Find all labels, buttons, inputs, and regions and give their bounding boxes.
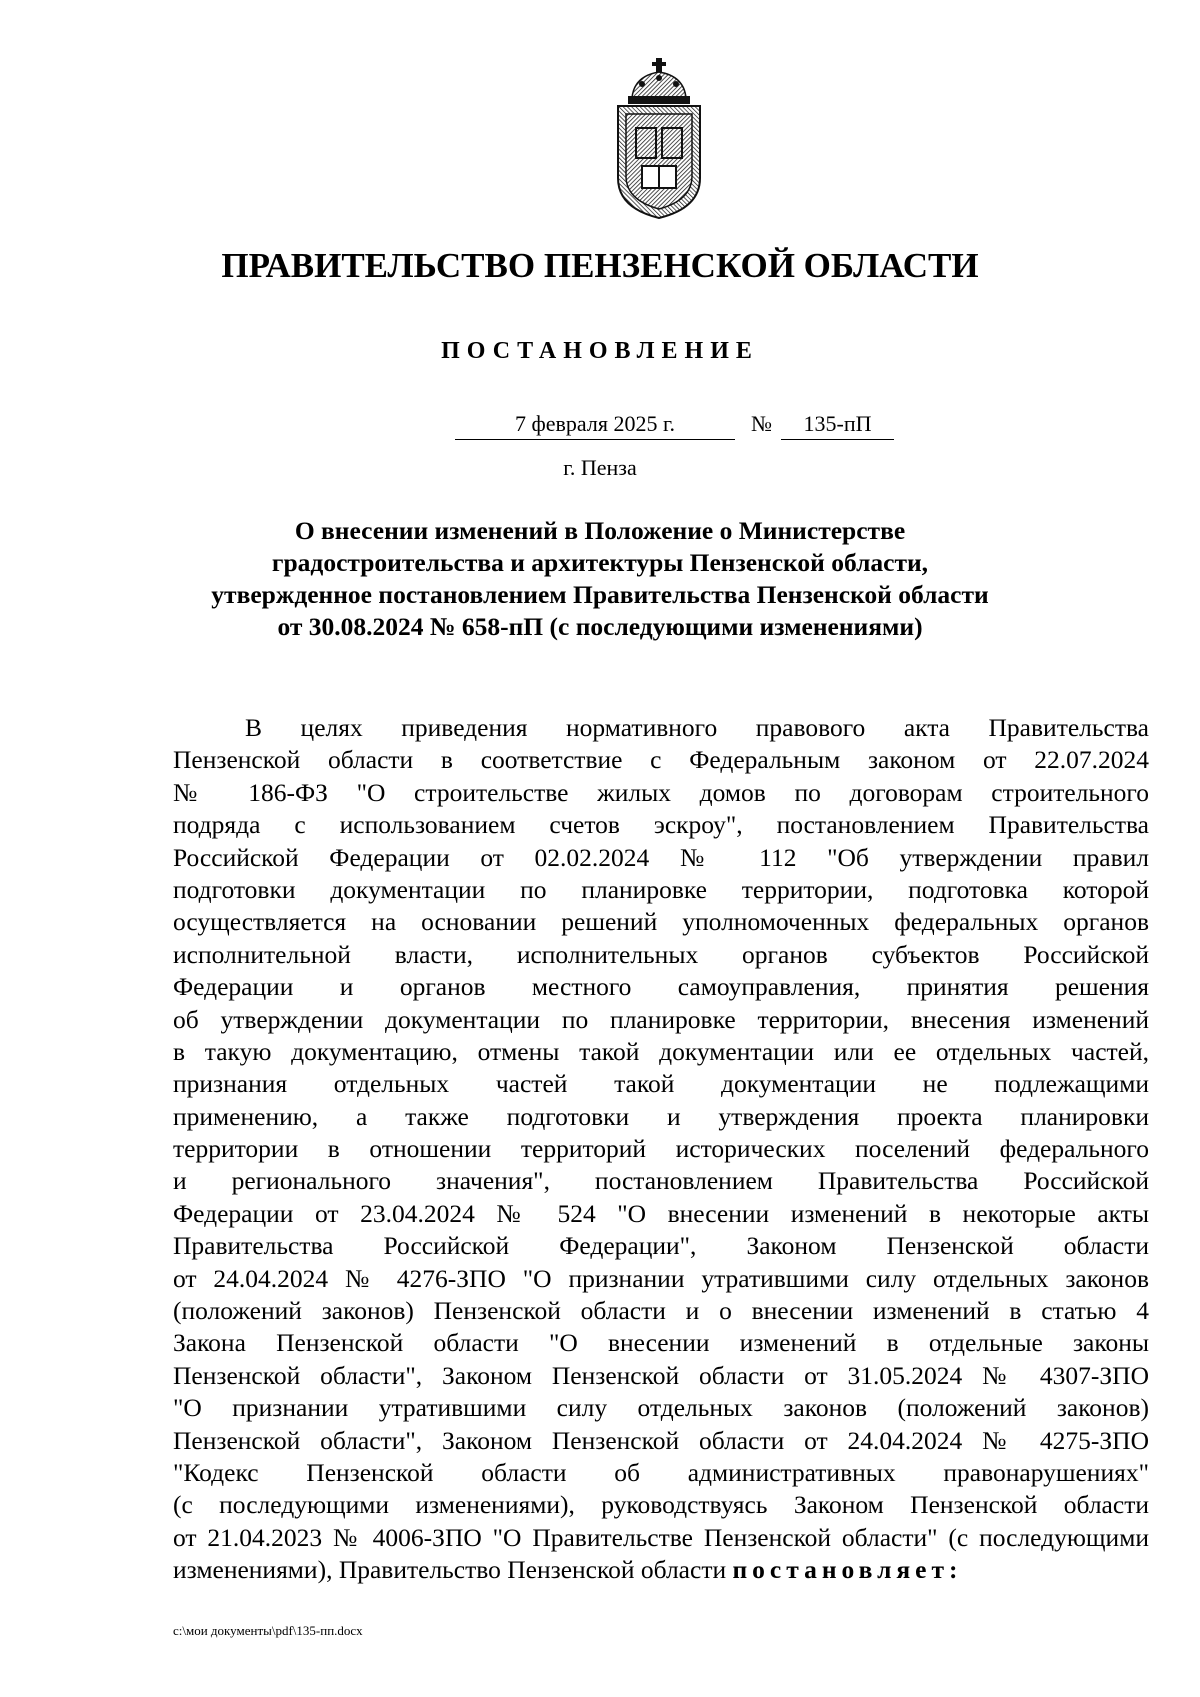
body-line: Федерации от 23.04.2024 № 524 "О внесении изменений в некоторые акты [173,1198,1149,1228]
body-line: Правительства Российской Федерации", Законом Пензенской области [173,1231,1149,1261]
body-line: Пензенской области", Законом Пензенской области от 31.05.2024 № 4307-ЗПО [173,1360,1149,1390]
body-line: осуществляется на основании решений уполномоченных федеральных органов [173,907,1149,937]
coat-of-arms-emblem-icon [612,58,706,220]
body-line: применению, а также подготовки и утверждения проекта планировки [173,1101,1149,1131]
body-line: и регионального значения", постановлением Правительства Российской [173,1166,1149,1196]
subject-line: утвержденное постановлением Правительства Пензенской области [211,580,989,609]
body-line: от 24.04.2024 № 4276-ЗПО "О признании утратившими силу отдельных законов [173,1263,1149,1293]
document-number: 135-пП [781,412,894,440]
body-line: подготовки документации по планировке территории, подготовка которой [173,874,1149,904]
body-paragraph [173,712,1149,1587]
body-line: (с последующими изменениями), руководствуясь Законом Пензенской области [173,1490,1149,1520]
organization-title: ПРАВИТЕЛЬСТВО ПЕНЗЕНСКОЙ ОБЛАСТИ [221,246,979,285]
body-line: Пензенской области", Законом Пензенской области от 24.04.2024 № 4275-ЗПО [173,1425,1149,1455]
body-line: № 186-ФЗ "О строительстве жилых домов по договорам строительного [173,777,1149,807]
body-line: об утверждении документации по планировке территории, внесения изменений [173,1004,1149,1034]
body-last-line-text: изменениями), Правительство Пензенской области [173,1555,733,1585]
body-line: подряда с использованием счетов эскроу", постановлением Правительства [173,810,1149,840]
document-type-heading: ПОСТАНОВЛЕНИЕ [441,338,759,364]
body-line: исполнительной власти, исполнительных органов субъектов Российской [173,939,1149,969]
body-line: (положений законов) Пензенской области и о внесении изменений в статью 4 [173,1296,1149,1326]
body-line: от 21.04.2023 № 4006-ЗПО "О Правительстве Пензенской области" (с последующими [173,1522,1149,1552]
decree-word: постановляет: [732,1555,963,1585]
body-line: Российской Федерации от 02.02.2024 № 112 "Об утверждении правил [173,842,1149,872]
body-line: В целях приведения нормативного правового акта Правительства [245,713,1149,742]
subject-line: от 30.08.2024 № 658-пП (с последующими изменениями) [277,612,923,641]
subject-line: градостроительства и архитектуры Пензенской области, [271,548,929,577]
body-line: "О признании утратившими силу отдельных законов (положений законов) [173,1393,1149,1423]
document-date: 7 февраля 2025 г. [455,412,735,440]
body-line: территории в отношении территорий исторических поселений федерального [173,1134,1149,1164]
body-line: признания отдельных частей такой документации не подлежащими [173,1069,1149,1099]
subject-line: О внесении изменений в Положение о Министерстве [294,516,906,545]
body-line: Пензенской области в соответствие с Федеральным законом от 22.07.2024 [173,745,1149,775]
body-line: Федерации и органов местного самоуправления, принятия решения [173,972,1149,1002]
body-line: в такую документацию, отмены такой документации или ее отдельных частей, [173,1036,1149,1066]
document-city: г. Пенза [563,455,637,480]
body-line: Закона Пензенской области "О внесении изменений в отдельные законы [173,1328,1149,1358]
footer-file-path: c:\мои документы\pdf\135-пп.docx [173,1623,363,1638]
body-last-line [173,1554,1149,1586]
document-subject [0,515,1200,643]
body-line: "Кодекс Пензенской области об административных правонарушениях" [173,1457,1149,1487]
number-sign: № [751,411,772,436]
